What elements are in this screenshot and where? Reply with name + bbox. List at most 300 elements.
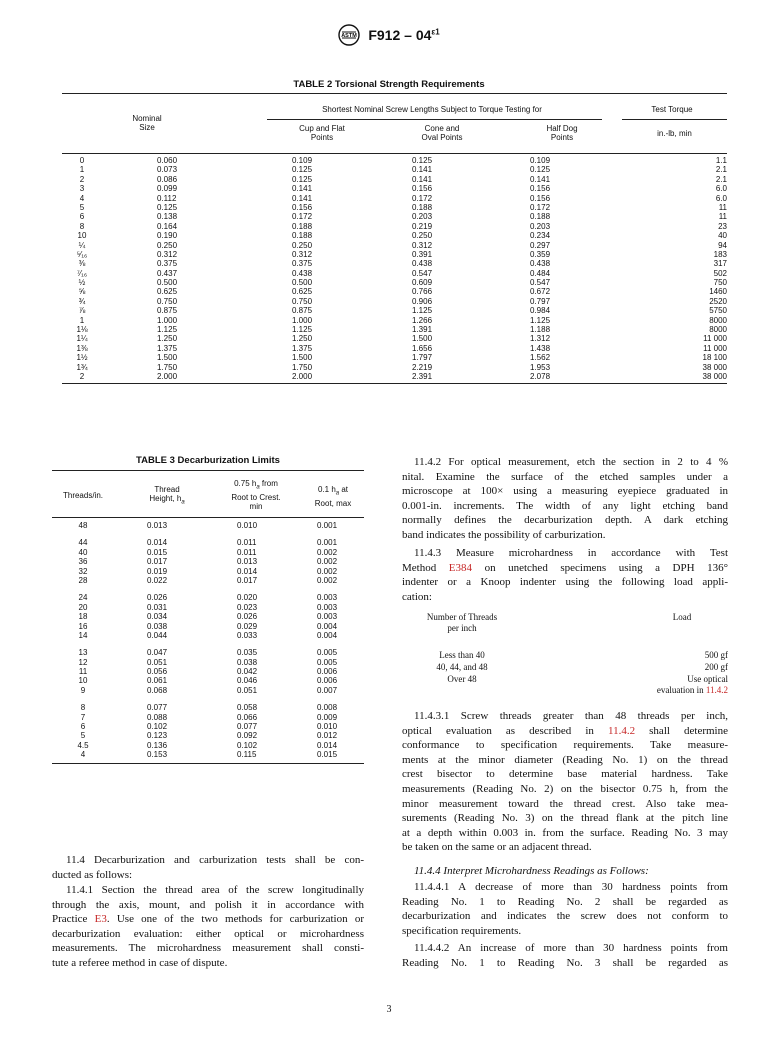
table-cell: 0.138	[157, 212, 178, 222]
table-cell: 0.766	[412, 287, 433, 297]
table-row	[62, 363, 727, 372]
table-cell: 0.019	[147, 566, 168, 576]
table-cell: 11	[718, 202, 727, 212]
table-cell: 4.5	[77, 740, 89, 750]
table-cell: 0.156	[292, 202, 313, 212]
table-cell: 0.547	[412, 268, 433, 278]
table-cell: 0.375	[157, 259, 178, 269]
table-row	[62, 316, 727, 325]
table-cell: 0.625	[292, 287, 313, 297]
table-cell: 0.115	[237, 750, 257, 760]
table-cell: 0.102	[237, 740, 258, 750]
table-cell: 0.061	[147, 676, 168, 686]
table-row	[52, 722, 364, 731]
load-row-label: Over 48	[447, 674, 477, 684]
table-row	[52, 631, 364, 640]
table2-header-torque: Test Torque	[651, 105, 693, 114]
table-row	[52, 750, 364, 759]
table-row	[62, 212, 727, 221]
table-cell: 7	[80, 712, 86, 722]
table-cell: 0.010	[317, 722, 338, 732]
section-11-4: 11.4 Decarburization and carburization tests shall be con- ducted as follows:	[52, 854, 364, 881]
table3	[52, 470, 364, 764]
table-cell: 0.156	[412, 184, 433, 194]
table-cell: 0.219	[412, 221, 433, 231]
table-cell: 11 000	[703, 343, 727, 353]
table-cell: 2.078	[530, 371, 551, 381]
table-cell: 0.750	[157, 296, 178, 306]
table-cell: 0.088	[147, 712, 168, 722]
load-row-label: 40, 44, and 48	[436, 662, 488, 672]
table-cell: 14	[78, 630, 88, 640]
table-cell: 0.109	[292, 156, 313, 165]
table-row	[62, 269, 727, 278]
table-cell: 0.042	[237, 667, 258, 677]
table-cell: 1.266	[412, 315, 433, 325]
table-row	[52, 576, 364, 585]
table2-header-torque-unit: in.-lb, min	[657, 129, 692, 138]
table-cell: 1¾	[76, 362, 88, 372]
table-row	[62, 165, 727, 174]
table-cell: 0.035	[237, 648, 258, 658]
document-designation: $F912 - 04^{\varepsilon 1}$	[368, 27, 440, 43]
table3-header-height: Thread Height, $h_a$	[149, 485, 185, 506]
table-cell: 0.438	[292, 268, 313, 278]
table-cell: 1.562	[530, 353, 551, 363]
table-cell: 0.051	[237, 685, 258, 695]
table-cell: 0.102	[147, 722, 168, 732]
table-cell: 0.312	[292, 249, 313, 259]
table-cell: 1.250	[157, 334, 178, 344]
table-cell: 0.156	[530, 193, 551, 203]
table-cell: 6	[79, 212, 85, 222]
table-cell: 1.375	[157, 343, 178, 353]
table-row	[62, 287, 727, 296]
table-cell: 0.312	[157, 249, 178, 259]
table-cell: 6.0	[715, 184, 727, 194]
table2-header-halfdog: Half Dog Points	[546, 124, 578, 143]
table-row	[52, 622, 364, 631]
table-cell: 0.188	[292, 231, 313, 241]
table-cell: 0.312	[412, 240, 433, 250]
table-cell: 32	[78, 566, 88, 576]
section-11-4-4: 11.4.4 Interpret Microhardness Readings as Follows:	[414, 865, 649, 877]
table-row	[52, 548, 364, 557]
section-11-4-2: 11.4.2 For optical measurement, etch the section in 2 to 4 % nital. Examine the surface of the etched samples under a microscope at 100× using a measuring eyepiece graduated in 0.001-in. increments. The width of any light etching band normally defines the decarburization depth. A dark etching band indicates the possibility of carburization.	[402, 456, 728, 541]
section-11-4-1: 11.4.1 Section the thread area of the screw longitudinally through the axis, mount, and polish it in accordance with Practice E3. Use one of the two methods for carburization or decarburization evaluation: either optical or microhardness measurements. The microhardness measurement shall consti- tute a referee method in case of dispute.	[52, 884, 364, 969]
table-cell: 11	[718, 212, 727, 222]
table-cell: 28	[78, 575, 88, 585]
load-row-label: Less than 40	[439, 650, 485, 660]
astm-logo-icon	[338, 24, 360, 46]
table-cell: 1.500	[412, 334, 433, 344]
table-cell: 0.086	[157, 174, 178, 184]
table-cell: 0.875	[157, 306, 178, 316]
table-cell: 0.141	[530, 174, 551, 184]
table-cell: 11	[78, 667, 88, 677]
table-cell: 0.046	[237, 676, 258, 686]
table-cell: 0.875	[292, 306, 313, 316]
section-11-4-2-link[interactable]: 11.4.2	[607, 724, 636, 737]
table-row	[62, 353, 727, 362]
table-cell: 0.077	[147, 703, 168, 713]
table-row	[62, 241, 727, 250]
method-e384-link[interactable]: E384	[448, 561, 473, 574]
table-row	[62, 194, 727, 203]
table-cell: 2	[79, 174, 85, 184]
table-cell: 0.004	[317, 621, 338, 631]
table3-body	[52, 518, 364, 760]
table-cell: 317	[713, 259, 727, 269]
table-cell: 0.609	[412, 278, 433, 288]
document-header	[0, 24, 778, 46]
table-cell: 24	[78, 593, 88, 603]
table-cell: 0.003	[317, 602, 338, 612]
table-cell: 0.012	[317, 731, 338, 741]
table-cell: 0.026	[237, 612, 258, 622]
table-cell: 0.136	[147, 740, 168, 750]
table-row	[52, 667, 364, 676]
table-cell: 0.359	[530, 249, 551, 259]
table-cell: 0.297	[530, 240, 551, 250]
table3-header-root-max: 0.1 $h_a$ at Root, max	[314, 485, 352, 508]
table-row	[62, 231, 727, 240]
table-cell: ⅞	[78, 306, 86, 316]
table-cell: 0.014	[147, 538, 168, 548]
table-cell: 36	[78, 557, 88, 567]
table-cell: 0.141	[412, 174, 433, 184]
table-cell: 0.005	[317, 657, 338, 667]
table-cell: 2.219	[412, 362, 433, 372]
table-cell: 0.500	[292, 278, 313, 288]
table3-header-root-crest: 0.75 $h_a$ from Root to Crest. min	[231, 479, 281, 512]
table-cell: 0.017	[147, 557, 168, 567]
load-row-value: 200 gf	[704, 662, 728, 672]
table-cell: 1	[79, 165, 85, 175]
table-cell: 0.038	[237, 657, 258, 667]
table-cell: 1.953	[530, 362, 551, 372]
table-cell: 1.312	[530, 334, 551, 344]
table-cell: 0.014	[317, 740, 338, 750]
table-row	[62, 334, 727, 343]
table-cell: 40	[718, 231, 727, 241]
section-11-4-4-1: 11.4.4.1 A decrease of more than 30 hardness points from Reading No. 1 to Reading No. 2 shall be regarded as decarburization and indicates the screw does not conform to specification requirements.	[402, 881, 728, 937]
table-cell: 20	[78, 602, 88, 612]
table-cell: 1	[79, 315, 85, 325]
table-cell: 0.164	[157, 221, 178, 231]
table-cell: 0.031	[147, 602, 168, 612]
table-cell: 9	[80, 685, 86, 695]
table-cell: 40	[78, 547, 88, 557]
table-cell: 750	[713, 278, 727, 288]
table-cell: 0.625	[157, 287, 178, 297]
table-cell: 0.002	[317, 575, 338, 585]
table-cell: 3	[79, 184, 85, 194]
table-cell: 48	[78, 521, 88, 530]
table-cell: 0.141	[292, 193, 313, 203]
table-cell: 0.797	[530, 296, 551, 306]
table-row	[62, 259, 727, 268]
load-table-header-load: Load	[672, 612, 692, 622]
table-cell: 0.672	[530, 287, 551, 297]
table-cell: 0.003	[317, 612, 338, 622]
table-cell: 0.172	[292, 212, 313, 222]
table-row	[62, 175, 727, 184]
table-cell: 18	[78, 612, 88, 622]
table-cell: 0.172	[530, 202, 551, 212]
load-table-header-threads: Number of Threads per inch	[426, 612, 498, 633]
table2	[62, 93, 727, 384]
table3-header-threads: Threads/in.	[62, 491, 104, 500]
table-cell: 0.015	[147, 547, 168, 557]
table-cell: 4	[79, 193, 85, 203]
table-cell: 0.002	[317, 566, 338, 576]
table-cell: 0.013	[147, 521, 168, 530]
table-cell: 0.011	[237, 547, 257, 557]
table-cell: 5	[79, 202, 85, 212]
table-cell: 1.125	[412, 306, 433, 316]
table-cell: 0.004	[317, 630, 338, 640]
table-cell: 0.033	[237, 630, 258, 640]
table-row	[52, 538, 364, 547]
table-row	[52, 557, 364, 566]
table-row	[52, 612, 364, 621]
table-cell: 8000	[709, 325, 727, 335]
table2-caption: TABLE 2 Torsional Strength Requirements	[293, 79, 485, 90]
table-cell: 0.141	[292, 184, 313, 194]
table-cell: 0.001	[317, 538, 338, 548]
table-row	[52, 676, 364, 685]
table-cell: 0.391	[412, 249, 433, 259]
table-cell: 0.250	[292, 240, 313, 250]
table-cell: 1.750	[157, 362, 178, 372]
table-row	[52, 648, 364, 657]
table-cell: 23	[718, 221, 727, 231]
load-application-table	[402, 612, 728, 710]
table-row	[52, 603, 364, 612]
table2-header-nominal: Nominal Size	[132, 114, 162, 133]
table-cell: 1.500	[157, 353, 178, 363]
load-row-value: Use optical	[687, 674, 728, 684]
table-cell: 0.020	[237, 593, 258, 603]
table2-header-cup: Cup and Flat Points	[299, 124, 345, 143]
table-cell: 183	[713, 249, 727, 259]
table-cell: 0.156	[530, 184, 551, 194]
table-cell: 0.058	[237, 703, 258, 713]
table-cell: 1.125	[292, 325, 313, 335]
table-cell: 0.073	[157, 165, 178, 175]
table-cell: 0.008	[317, 703, 338, 713]
table-cell: 5750	[709, 306, 727, 316]
table-cell: 1.375	[292, 343, 313, 353]
table-cell: 38 000	[702, 362, 727, 372]
table-cell: 0.203	[412, 212, 433, 222]
table-cell: 0.003	[317, 593, 338, 603]
table-cell: ¼	[78, 240, 86, 250]
table-cell: 0.125	[292, 165, 313, 175]
table-cell: 10	[77, 231, 87, 241]
section-11-4-3-1: 11.4.3.1 Screw threads greater than 48 threads per inch, optical evaluation as described in 11.4.2 shall determine conformance to specification requirements. Take measure- ments at the minor diameter (Reading No. 1) on the thread crest bisector to determine base material hardness. Take measurements (Reading No. 2) on the bisector 0.75 h, from the minor measurement toward the thread crest. Also take mea- surements (Reading No. 3) on the thread flank at the pitch line at a depth within 0.003 in. from the surface. Reading No. 3 may be taken on the same or an adjacent thread.	[402, 710, 728, 854]
table-cell: 0.153	[147, 750, 168, 760]
table-row	[52, 713, 364, 722]
table-cell: 0.023	[237, 602, 258, 612]
table-cell: 0.051	[147, 657, 168, 667]
table-cell: 1.391	[412, 325, 433, 335]
table-cell: 1¼	[76, 334, 88, 344]
practice-e3-link[interactable]: E3	[94, 913, 107, 926]
table-cell: 0.002	[317, 547, 338, 557]
table-cell: 0.006	[317, 676, 338, 686]
load-row-value: 500 gf	[704, 650, 728, 660]
table-cell: 0.007	[317, 685, 338, 695]
table-cell: 0.188	[292, 221, 313, 231]
table-cell: 0.044	[147, 630, 168, 640]
table-cell: 1.500	[292, 353, 313, 363]
table-cell: 5	[80, 731, 86, 741]
table-row	[62, 156, 727, 165]
table-cell: 0.034	[147, 612, 168, 622]
table-cell: 8	[80, 703, 86, 713]
table-cell: 2.000	[292, 371, 313, 381]
table-cell: 6	[80, 722, 86, 732]
table-cell: 0.077	[237, 722, 258, 732]
table-cell: 1.797	[412, 353, 433, 363]
table-cell: 0.010	[237, 521, 258, 530]
table-cell: 18 100	[702, 353, 727, 363]
table-cell: 0.038	[147, 621, 168, 631]
svg-text:ASTM: ASTM	[341, 33, 358, 40]
table-cell: 0.015	[317, 750, 338, 760]
table-cell: 0.190	[157, 231, 178, 241]
table-cell: 0	[79, 156, 85, 165]
table-cell: ⅜	[78, 259, 86, 269]
table-cell: 0.250	[157, 240, 178, 250]
table-cell: 2.1	[715, 165, 727, 175]
table-cell: 0.906	[412, 296, 433, 306]
table-row	[62, 372, 727, 381]
table-cell: 1½	[76, 353, 88, 363]
table-cell: 0.014	[237, 566, 258, 576]
section-11-4-3: 11.4.3 Measure microhardness in accordance with Test Method E384 on unetched specimens using a DPH 136° indenter or a Knoop indenter using the following load appli- cation:	[402, 547, 728, 603]
table-cell: 10	[78, 676, 88, 686]
table-cell: 1.125	[530, 315, 551, 325]
table-cell: 6.0	[715, 193, 727, 203]
table-row	[52, 567, 364, 576]
table2-header-cone: Cone and Oval Points	[421, 124, 463, 143]
table-cell: ⅝	[78, 287, 86, 297]
table-cell: 0.047	[147, 648, 168, 658]
table-cell: 2.391	[412, 371, 433, 381]
table-cell: 16	[78, 621, 88, 631]
table-cell: 0.141	[412, 165, 433, 175]
table-cell: ⁷⁄₁₆	[76, 268, 88, 278]
table-cell: 0.005	[317, 648, 338, 658]
table-cell: 502	[713, 268, 727, 278]
table-cell: 0.437	[157, 268, 178, 278]
table-row	[62, 344, 727, 353]
table-cell: 0.009	[317, 712, 338, 722]
table-cell: 1.188	[530, 325, 551, 335]
table-cell: 0.002	[317, 557, 338, 567]
table-cell: 0.438	[530, 259, 551, 269]
table-cell: 0.001	[317, 521, 338, 530]
table3-caption: TABLE 3 Decarburization Limits	[136, 455, 280, 466]
table-cell: 2.1	[715, 174, 727, 184]
table-cell: 2	[79, 371, 85, 381]
table-cell: 0.056	[147, 667, 168, 677]
load-row-value: evaluation in 11.4.2	[656, 685, 728, 695]
table-cell: 44	[78, 538, 88, 548]
table2-body	[62, 154, 727, 381]
table-cell: 0.109	[530, 156, 551, 165]
table-cell: 2.000	[157, 371, 178, 381]
section-11-4-4-2: 11.4.4.2 An increase of more than 30 hardness points from Reading No. 1 to Reading No. 3 shall be regarded as	[402, 942, 728, 969]
table-cell: 0.060	[157, 156, 178, 165]
table-cell: 0.011	[237, 538, 257, 548]
table-row	[52, 658, 364, 667]
table-cell: 0.234	[530, 231, 551, 241]
table-cell: 8	[79, 221, 85, 231]
table-cell: 1⅛	[76, 325, 88, 335]
table-cell: 0.006	[317, 667, 338, 677]
table-row	[62, 184, 727, 193]
table-cell: 1⅜	[76, 343, 88, 353]
table-cell: 0.375	[292, 259, 313, 269]
table-cell: 1.000	[292, 315, 313, 325]
table-row	[62, 297, 727, 306]
table-cell: 8000	[709, 315, 727, 325]
table-cell: 0.022	[147, 575, 168, 585]
table-cell: 0.500	[157, 278, 178, 288]
table-cell: 0.547	[530, 278, 551, 288]
table-row	[52, 731, 364, 740]
table-cell: 0.029	[237, 621, 258, 631]
table-cell: 0.188	[530, 212, 551, 222]
table-cell: 0.125	[530, 165, 551, 175]
table-row	[52, 741, 364, 750]
table-row	[62, 222, 727, 231]
table-cell: 0.203	[530, 221, 551, 231]
table-cell: 0.438	[412, 259, 433, 269]
page-number: 3	[386, 1004, 392, 1015]
section-11-4-2-link[interactable]: 11.4.2	[705, 685, 728, 695]
table-cell: 1.656	[412, 343, 433, 353]
table-cell: 0.026	[147, 593, 168, 603]
table-row	[62, 278, 727, 287]
table-cell: 0.750	[292, 296, 313, 306]
table-cell: 0.066	[237, 712, 258, 722]
table2-group-header: Shortest Nominal Screw Lengths Subject to Torque Testing for	[322, 105, 542, 114]
table-cell: 0.099	[157, 184, 178, 194]
table-cell: 0.984	[530, 306, 551, 316]
table-cell: 0.123	[147, 731, 168, 741]
table-cell: 1.1	[715, 156, 727, 165]
table-cell: 12	[78, 657, 88, 667]
table-row	[62, 203, 727, 212]
table-cell: 1.250	[292, 334, 313, 344]
table-row	[52, 686, 364, 695]
table-row	[62, 325, 727, 334]
table-cell: ½	[78, 278, 86, 288]
table-row	[62, 306, 727, 315]
table-cell: 94	[718, 240, 727, 250]
table-cell: 1.000	[157, 315, 178, 325]
table-row	[52, 593, 364, 602]
table-cell: 0.250	[412, 231, 433, 241]
table-cell: 1.125	[157, 325, 178, 335]
table-cell: 0.017	[237, 575, 258, 585]
table-cell: 0.092	[237, 731, 258, 741]
